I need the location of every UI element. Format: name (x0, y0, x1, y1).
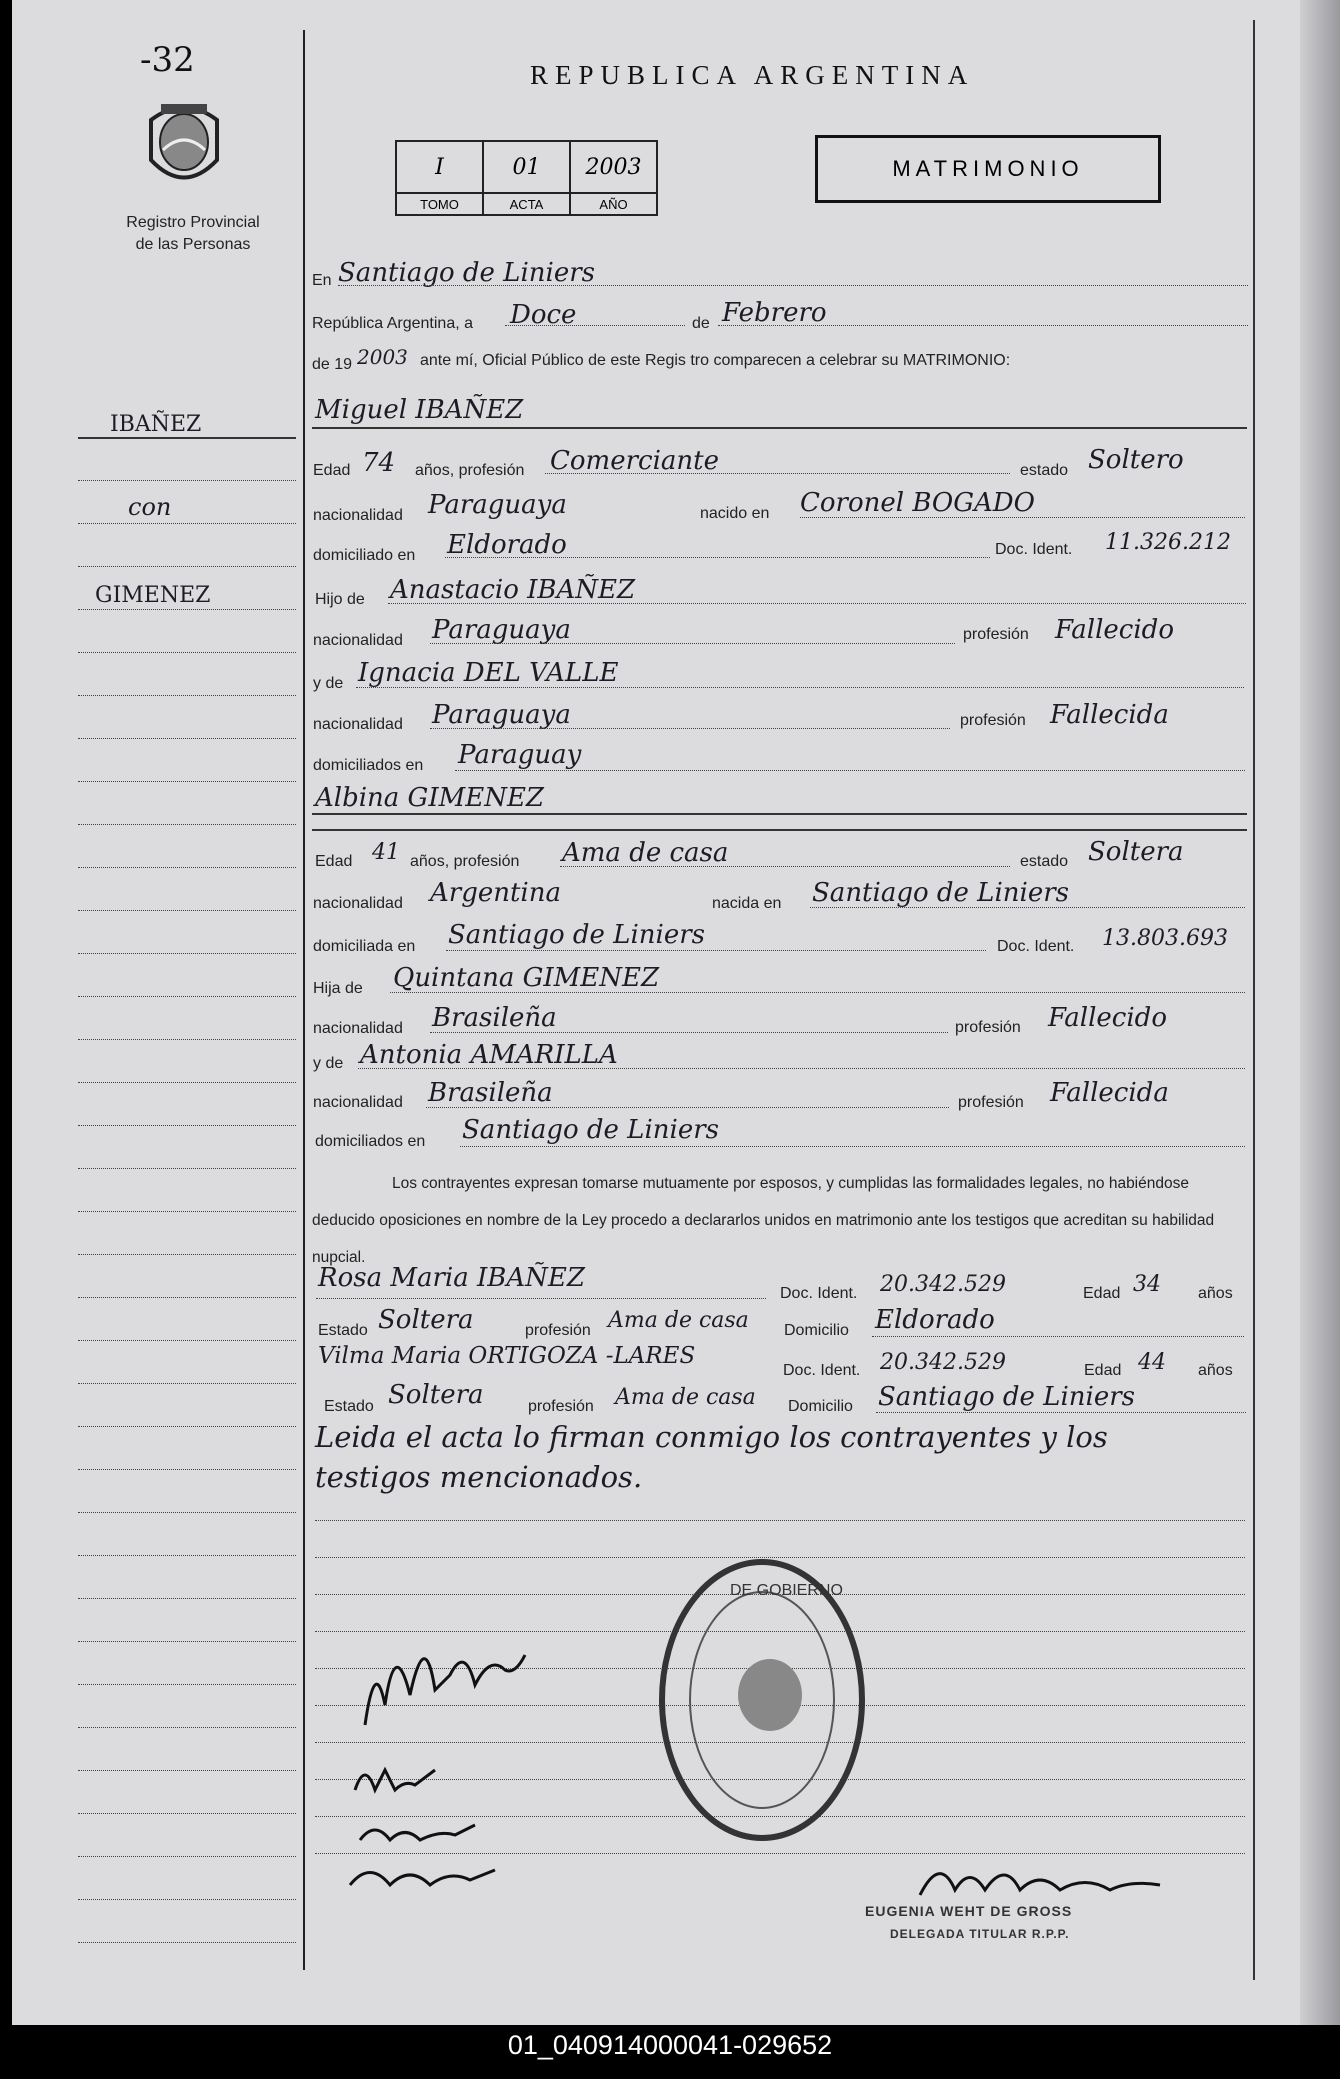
margin-line (78, 1598, 296, 1599)
margin-con: con (128, 493, 172, 521)
margin-line (78, 1641, 296, 1642)
legal-text: Los contrayentes expresan tomarse mutuamente por esposos, y cumplidas las formalidades legales, no habiéndose deducido oposiciones en nombre de la Ley procedo a declararlos unidos en matrimonio ante los testigos que acreditan su habilidad nupcial. (312, 1175, 1215, 1266)
margin-line (78, 1297, 296, 1298)
label-edad-bride: Edad (315, 853, 353, 870)
label-estado-w2: Estado (324, 1398, 374, 1415)
line-bride-father-nat (430, 1032, 948, 1033)
page-edge (1300, 0, 1340, 2025)
label-profesion-bride-father: profesión (955, 1019, 1021, 1036)
witness2-doc: 20.342.529 (880, 1350, 1006, 1375)
official-stamp-name: EUGENIA WEHT DE GROSS (865, 1903, 1073, 1919)
closing-line2: testigos mencionados. (315, 1460, 643, 1494)
label-doc: Doc. Ident. (995, 541, 1073, 558)
witness2-domicile: Santiago de Liniers (878, 1382, 1135, 1412)
margin-line (78, 1512, 296, 1513)
place-value: Santiago de Liniers (338, 258, 595, 288)
ano-value: 2003 (570, 141, 657, 193)
line-parents-dom (455, 770, 1245, 771)
line-mother (356, 687, 1244, 688)
margin-line (78, 1899, 296, 1900)
bride-estado: Soltera (1088, 837, 1184, 867)
line-month (718, 325, 1248, 326)
label-doc-w1: Doc. Ident. (780, 1285, 858, 1302)
label-nacido-en: nacido en (700, 505, 770, 522)
label-domiciliada: domiciliada en (313, 938, 416, 955)
groom-father: Anastacio IBAÑEZ (390, 575, 636, 605)
margin-line (78, 609, 296, 610)
provincial-emblem-icon (143, 90, 225, 195)
bride-mother-profession: Fallecida (1050, 1078, 1169, 1108)
label-doc-w2: Doc. Ident. (783, 1362, 861, 1379)
label-profesion-bride-mother: profesión (958, 1094, 1024, 1111)
groom-estado: Soltero (1088, 445, 1184, 475)
margin-line (78, 824, 296, 825)
witness1-estado: Soltera (378, 1305, 474, 1335)
line-w2-dom (876, 1412, 1246, 1413)
label-en: En (312, 272, 332, 289)
line-mother-nat (430, 728, 950, 729)
margin-line (78, 1340, 296, 1341)
bride-profession: Ama de casa (562, 838, 729, 868)
official-stamp-title: DELEGADA TITULAR R.P.P. (890, 1927, 1070, 1941)
line-bride-parents-dom (460, 1146, 1245, 1147)
line-day (505, 325, 685, 326)
label-nacida-en: nacida en (712, 895, 782, 912)
line-domicile (445, 557, 990, 558)
bride-name: Albina GIMENEZ (315, 783, 544, 813)
label-republica: República Argentina, a (312, 315, 473, 332)
line-w1 (316, 1298, 766, 1299)
margin-line (78, 1469, 296, 1470)
groom-birthplace: Coronel BOGADO (800, 488, 1035, 518)
witness2-estado: Soltera (388, 1380, 484, 1410)
margin-line (78, 652, 296, 653)
groom-mother-profession: Fallecida (1050, 700, 1169, 730)
margin-line (78, 1125, 296, 1126)
label-edad-w1: Edad (1083, 1285, 1121, 1302)
margin-line (78, 566, 296, 567)
margin-line (78, 1383, 296, 1384)
margin-line (78, 1426, 296, 1427)
margin-line (78, 781, 296, 782)
day-value: Doce (510, 300, 577, 330)
label-profesion-w2: profesión (528, 1398, 594, 1415)
bride-father-nationality: Brasileña (432, 1003, 557, 1033)
line-father (388, 603, 1246, 604)
line-bride-birthplace (810, 907, 1245, 908)
groom-profession: Comerciante (550, 446, 719, 476)
line-bride-2 (312, 829, 1247, 831)
label-anos-profesion-bride: años, profesión (410, 853, 520, 870)
acta-value: 01 (483, 141, 570, 193)
bride-father-profession: Fallecido (1048, 1003, 1167, 1033)
groom-signature (355, 1615, 535, 1745)
margin-line (78, 1082, 296, 1083)
label-domiciliado: domiciliado en (313, 547, 416, 564)
bride-doc: 13.803.693 (1102, 926, 1228, 951)
witness1-name: Rosa Maria IBAÑEZ (318, 1263, 585, 1293)
bride-mother: Antonia AMARILLA (360, 1040, 618, 1070)
line-bride (312, 813, 1247, 815)
margin-line (78, 953, 296, 954)
line-bride-father (390, 992, 1245, 993)
witness2-age: 44 (1138, 1350, 1166, 1375)
margin-line (78, 1813, 296, 1814)
registry-line1: Registro Provincial (126, 214, 260, 231)
margin-name1: IBAÑEZ (110, 412, 202, 437)
line-bride-mother (358, 1068, 1245, 1069)
margin-line (78, 867, 296, 868)
label-anos-w1: años (1198, 1285, 1233, 1302)
month-value: Febrero (722, 298, 827, 328)
label-estado: estado (1020, 462, 1069, 479)
margin-line (78, 738, 296, 739)
margin-divider (303, 30, 305, 1970)
groom-mother-nationality: Paraguaya (432, 700, 571, 730)
label-domicilio-w2: Domicilio (788, 1398, 853, 1415)
groom-parents-domicile: Paraguay (458, 740, 582, 770)
groom-father-nationality: Paraguaya (432, 615, 571, 645)
line-groom-prof (545, 473, 1010, 474)
label-hija-de: Hija de (313, 980, 363, 997)
registry-caption (103, 212, 283, 256)
label-doc-bride: Doc. Ident. (997, 938, 1075, 955)
margin-line (78, 523, 296, 524)
margin-line (78, 996, 296, 997)
margin-line (78, 1856, 296, 1857)
label-nacionalidad-father: nacionalidad (313, 632, 403, 649)
groom-nationality: Paraguaya (428, 490, 567, 520)
witness2-profession: Ama de casa (615, 1385, 756, 1410)
label-domicilio-w1: Domicilio (784, 1322, 849, 1339)
witness1-domicile: Eldorado (875, 1305, 995, 1335)
label-de-19: de 19 (312, 356, 353, 373)
bride-birthplace: Santiago de Liniers (812, 878, 1069, 908)
bride-domicile: Santiago de Liniers (448, 920, 705, 950)
groom-age: 74 (362, 448, 396, 478)
matrimonio-box (815, 135, 1161, 203)
label-edad-w2: Edad (1084, 1362, 1122, 1379)
margin-line (78, 1727, 296, 1728)
margin-name2: GIMENEZ (95, 583, 211, 608)
registry-line2: de las Personas (135, 236, 251, 253)
label-de-month: de (692, 315, 710, 332)
margin-line (78, 1555, 296, 1556)
label-profesion-w1: profesión (525, 1322, 591, 1339)
line-father-nat (430, 643, 955, 644)
bride-nationality: Argentina (430, 878, 561, 908)
label-nacionalidad: nacionalidad (313, 507, 403, 524)
margin-rule (78, 437, 296, 439)
bride-age: 41 (372, 840, 400, 865)
margin-line (78, 1168, 296, 1169)
government-seal-icon (655, 1555, 870, 1845)
margin-line (78, 1254, 296, 1255)
label-hijo-de: Hijo de (315, 591, 365, 608)
page-number: -32 (140, 40, 195, 80)
witness1-age: 34 (1133, 1272, 1161, 1297)
tomo-label: TOMO (396, 193, 483, 215)
label-nacionalidad-mother: nacionalidad (313, 716, 403, 733)
label-nacionalidad-bride-father: nacionalidad (313, 1020, 403, 1037)
footer-code: 01_040914000041-029652 (507, 2030, 833, 2060)
groom-domicile: Eldorado (447, 530, 567, 560)
label-domiciliados-bride: domiciliados en (315, 1133, 426, 1150)
line-bride-prof (560, 866, 1010, 867)
witness1-doc: 20.342.529 (880, 1272, 1006, 1297)
bride-father: Quintana GIMENEZ (393, 963, 660, 993)
tomo-value: I (396, 141, 483, 193)
margin-line (78, 480, 296, 481)
line-bride-domicile (446, 950, 986, 951)
label-profesion-father: profesión (963, 626, 1029, 643)
margin-line (78, 1770, 296, 1771)
right-border (1253, 20, 1255, 1980)
record-table (395, 140, 658, 216)
groom-doc: 11.326.212 (1105, 530, 1231, 555)
margin-line (78, 1039, 296, 1040)
groom-father-profession: Fallecido (1055, 615, 1174, 645)
line-groom (312, 427, 1247, 429)
label-edad: Edad (313, 462, 351, 479)
closing-line1: Leida el acta lo firman conmigo los contrayentes y los (315, 1420, 1108, 1454)
margin-line (78, 1211, 296, 1212)
body-line (315, 1520, 1245, 1521)
label-estado-bride: estado (1020, 853, 1069, 870)
label-anos-w2: años (1198, 1362, 1233, 1379)
bride-parents-domicile: Santiago de Liniers (462, 1115, 719, 1145)
year-value: 2003 (357, 345, 408, 369)
label-nacionalidad-bride: nacionalidad (313, 895, 403, 912)
official-signature (910, 1850, 1170, 1910)
groom-mother: Ignacia DEL VALLE (358, 658, 619, 688)
page-title: REPUBLICA ARGENTINA (530, 60, 975, 90)
label-y-de-bride: y de (313, 1055, 344, 1072)
line-place (338, 285, 1248, 286)
bride-mother-nationality: Brasileña (428, 1078, 553, 1108)
witness-signatures (345, 1760, 525, 1910)
label-nacionalidad-bride-mother: nacionalidad (313, 1094, 403, 1111)
matrimonio-label: MATRIMONIO (892, 156, 1084, 181)
witness1-profession: Ama de casa (608, 1308, 749, 1333)
seal-text: DE GOBIERNO (730, 1582, 843, 1599)
label-ante-mi: ante mí, Oficial Público de este Regis tro comparecen a celebrar su MATRIMONIO: (420, 352, 1011, 369)
label-estado-w1: Estado (318, 1322, 368, 1339)
groom-name: Miguel IBAÑEZ (315, 395, 524, 425)
line-bride-mother-nat (426, 1107, 949, 1108)
line-birthplace (800, 517, 1245, 518)
margin-line (78, 1684, 296, 1685)
witness2-name: Vilma Maria ORTIGOZA -LARES (318, 1343, 696, 1369)
acta-label: ACTA (483, 193, 570, 215)
margin-line (78, 695, 296, 696)
label-anos-profesion: años, profesión (415, 462, 525, 479)
label-domiciliados: domiciliados en (313, 757, 424, 774)
label-profesion-mother: profesión (960, 712, 1026, 729)
ano-label: AÑO (570, 193, 657, 215)
line-w1-dom (872, 1336, 1244, 1337)
label-y-de: y de (313, 675, 344, 692)
margin-line (78, 1942, 296, 1943)
margin-line (78, 910, 296, 911)
